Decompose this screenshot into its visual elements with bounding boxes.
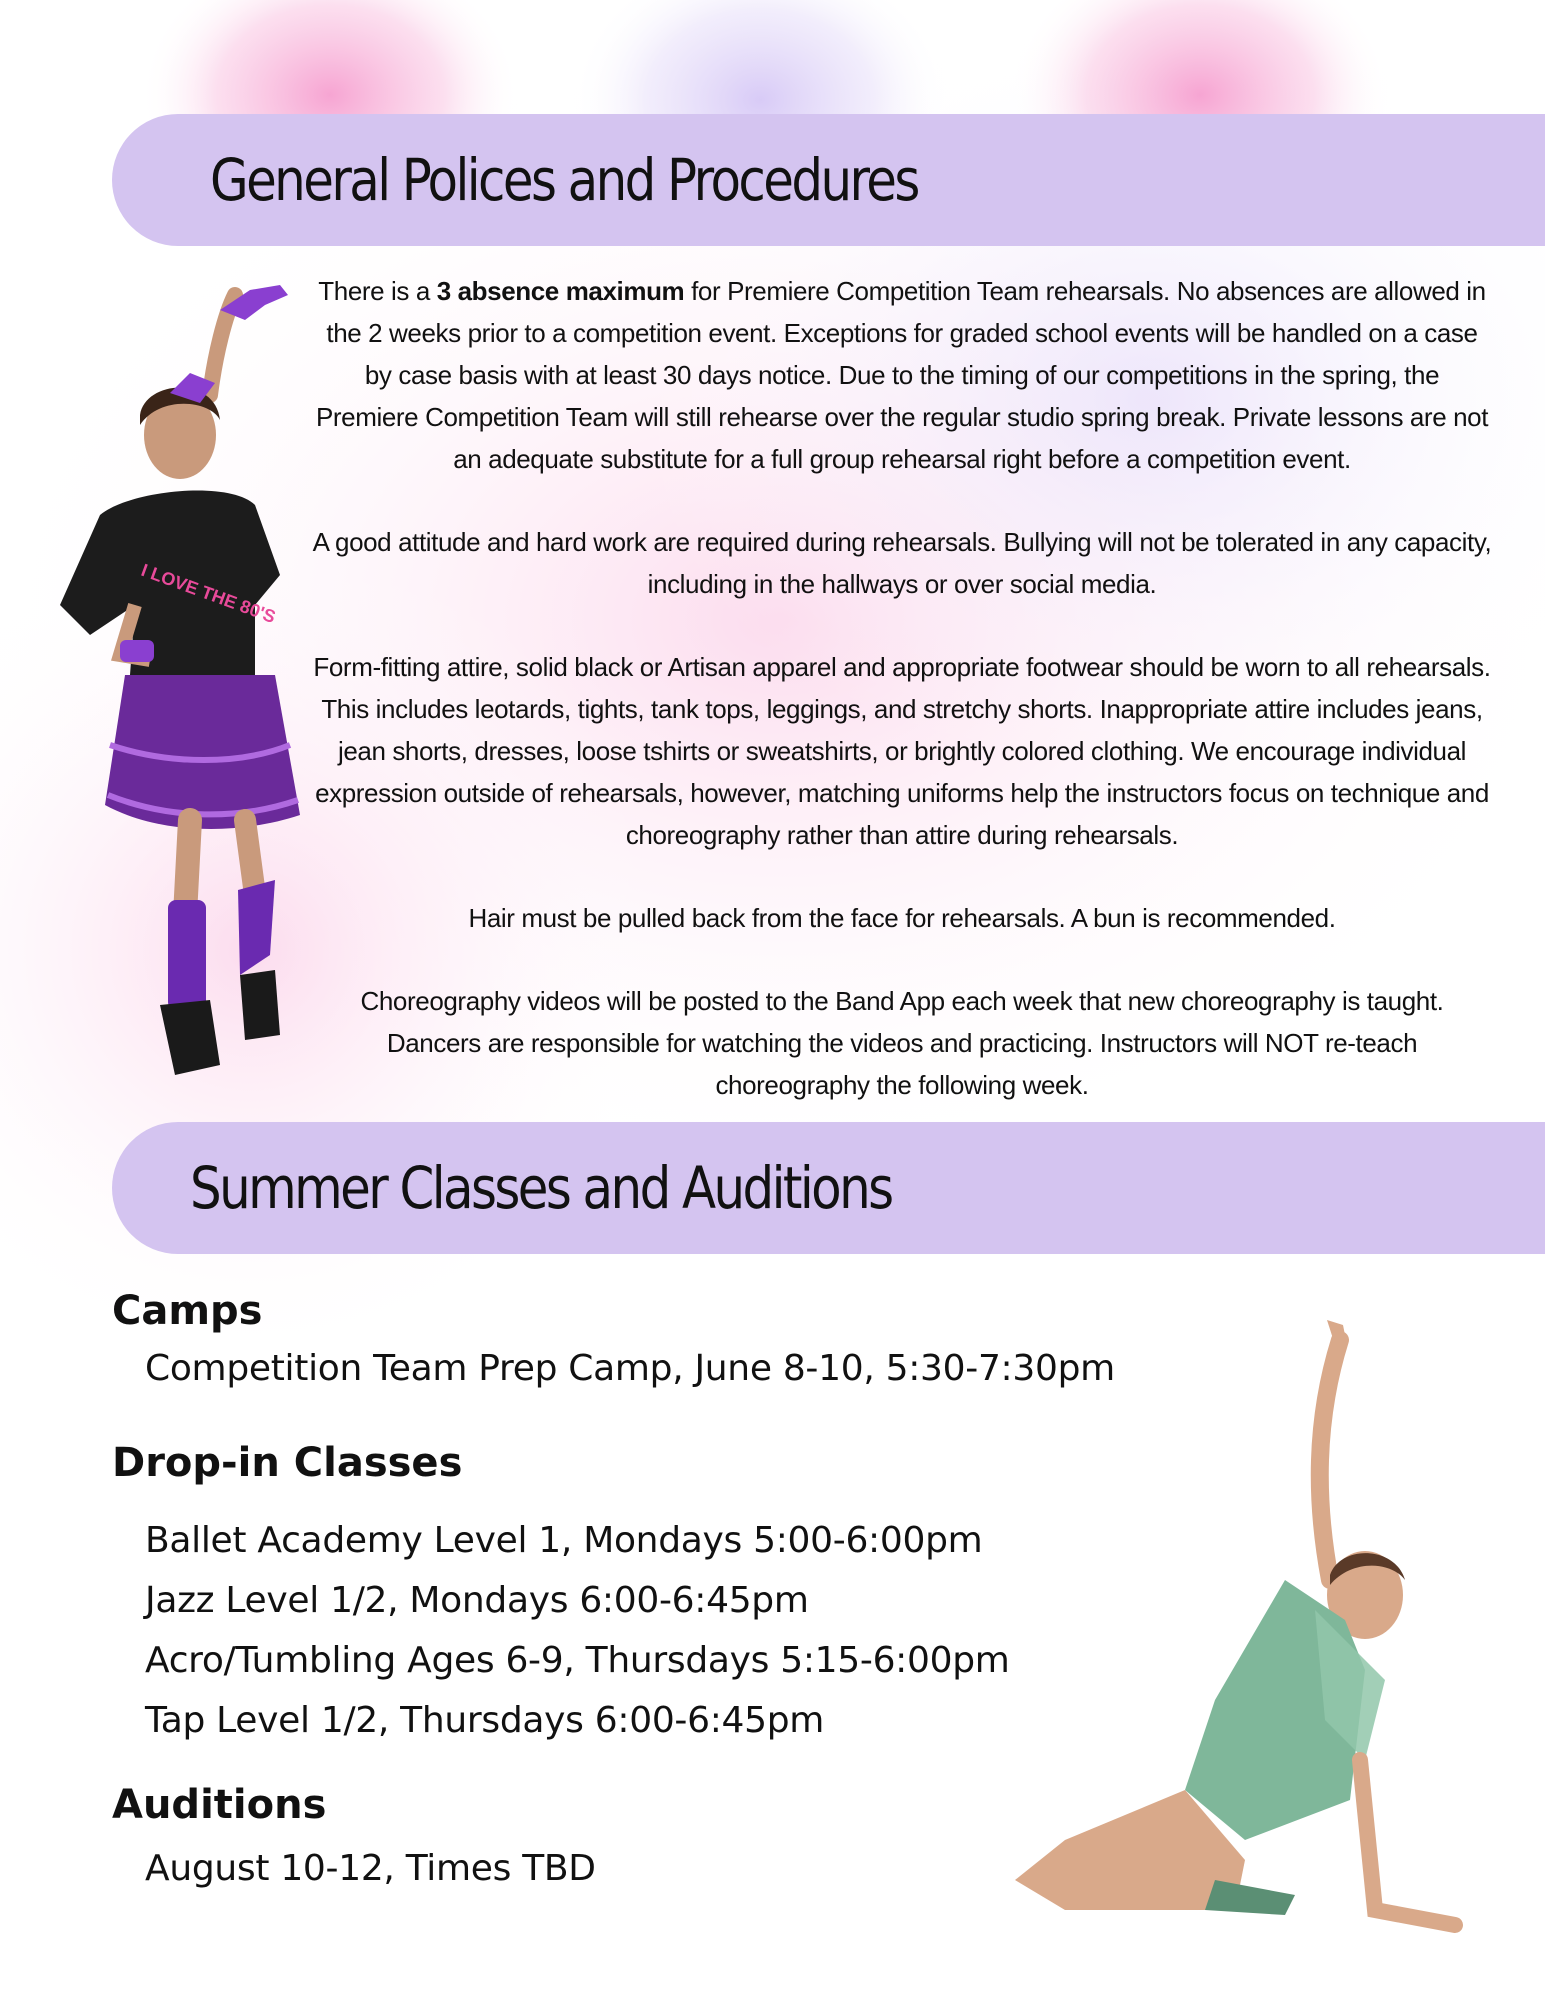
summer-title: Summer Classes and Auditions bbox=[190, 1154, 892, 1222]
dropin-heading: Drop-in Classes bbox=[112, 1440, 463, 1486]
summer-banner bbox=[112, 1122, 1545, 1254]
auditions-heading: Auditions bbox=[112, 1782, 327, 1828]
policy-hair: Hair must be pulled back from the face for rehearsals. A bun is recommended. bbox=[468, 903, 1336, 933]
policy-choreography-videos: Choreography videos will be posted to the Band App each week that new choreography is taught. Dancers are responsible for watching the videos and practicing. Instructors will NOT re-teach choreography the following week. bbox=[360, 986, 1444, 1100]
dancer1-shirt-text: I LOVE THE 80'S bbox=[138, 559, 279, 628]
dropin-item: Acro/Tumbling Ages 6-9, Thursdays 5:15-6:00pm bbox=[145, 1640, 1010, 1681]
policies-body bbox=[312, 270, 1492, 1147]
absence-max-emphasis: 3 absence maximum bbox=[436, 276, 685, 306]
dropin-item: Jazz Level 1/2, Mondays 6:00-6:45pm bbox=[145, 1580, 809, 1621]
policy-absences: There is a 3 absence maximum for Premiere Competition Team rehearsals. No absences are allowed in the 2 weeks prior to a competition event. Exceptions for graded school events will be handled on a case by case basis with at least 30 days notice. Due to the timing of our competitions in the spring, the Premiere Competition Team will still rehearse over the regular studio spring break. Private lessons are not an adequate substitute for a full group rehearsal right before a competition event. bbox=[315, 276, 1489, 474]
dancer-photo-1 bbox=[40, 275, 320, 1095]
policy-attire: Form-fitting attire, solid black or Artisan apparel and appropriate footwear should be worn to all rehearsals. This includes leotards, tights, tank tops, leggings, and stretchy shorts. Inappropriate attire includes jeans, jean shorts, dresses, loose tshirts or sweatshirts, or brightly colored clothing. We encourage individual expression outside of rehearsals, however, matching uniforms help the instructors focus on technique and choreography rather than attire during rehearsals. bbox=[313, 652, 1491, 850]
auditions-item: August 10-12, Times TBD bbox=[145, 1848, 596, 1889]
dropin-item: Ballet Academy Level 1, Mondays 5:00-6:00pm bbox=[145, 1520, 983, 1561]
camps-heading: Camps bbox=[112, 1288, 263, 1334]
policies-title: General Polices and Procedures bbox=[210, 146, 918, 214]
policy-attitude: A good attitude and hard work are required during rehearsals. Bullying will not be tolerated in any capacity, including in the hallways or over social media. bbox=[312, 527, 1492, 599]
dancer-photo-2 bbox=[985, 1320, 1465, 1940]
policies-banner bbox=[112, 114, 1545, 246]
dropin-item: Tap Level 1/2, Thursdays 6:00-6:45pm bbox=[145, 1700, 825, 1741]
camp-item: Competition Team Prep Camp, June 8-10, 5:30-7:30pm bbox=[145, 1348, 1115, 1389]
